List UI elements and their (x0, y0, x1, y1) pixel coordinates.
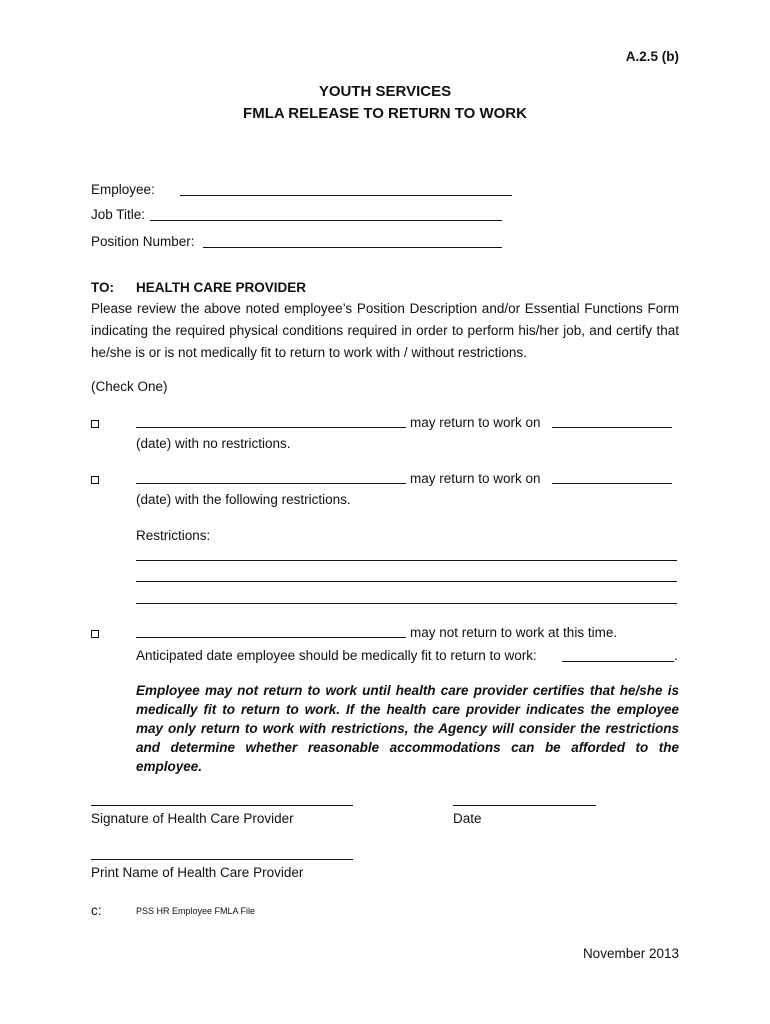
job-title-line[interactable] (150, 220, 502, 221)
print-name-line[interactable] (91, 859, 353, 860)
title-line-1: YOUTH SERVICES (318, 83, 452, 100)
position-number-line[interactable] (203, 247, 502, 248)
restrictions-line-1[interactable] (136, 560, 677, 561)
print-name-label: Print Name of Health Care Provider (91, 865, 304, 880)
option-3-checkbox[interactable] (91, 630, 99, 638)
employee-label: Employee: (91, 182, 155, 197)
form-code: A.2.5 (b) (625, 49, 679, 64)
option-3-period: . (674, 648, 678, 663)
option-3-date-line[interactable] (562, 661, 674, 662)
option-3-line2: Anticipated date employee should be medically fit to return to work: (136, 648, 537, 663)
cc-label: c: (91, 903, 102, 918)
position-number-label: Position Number: (91, 234, 195, 249)
restrictions-label: Restrictions: (136, 528, 211, 543)
option-1-line2: (date) with no restrictions. (136, 436, 291, 451)
option-1-text: may return to work on (410, 415, 541, 430)
signature-line[interactable] (91, 805, 353, 806)
option-2-date-line[interactable] (552, 483, 672, 484)
option-2-line2: (date) with the following restrictions. (136, 492, 351, 507)
employee-line[interactable] (180, 195, 512, 196)
option-3-name-line[interactable] (136, 637, 406, 638)
footer-date: November 2013 (582, 946, 679, 961)
intro-paragraph: Please review the above noted employee’s Position Description and/or Essential Functions Form indicating the required physical conditions required in order to perform his/her job, and certify that he/she is or is not medically fit to return to work with / without restrictions. (91, 301, 679, 360)
option-1-checkbox[interactable] (91, 420, 99, 428)
notice-paragraph: Employee may not return to work until health care provider certifies that he/she is medically fit to return to work. If the health care provider indicates the employee may only return to work with restrictions, the Agency will consider the restrictions and determine whether reasonable accommodations can be afforded to the employee. (136, 683, 679, 774)
cc-value: PSS HR Employee FMLA File (136, 906, 256, 916)
restrictions-line-3[interactable] (136, 603, 677, 604)
check-one-label: (Check One) (91, 379, 168, 394)
date-label: Date (453, 811, 482, 826)
option-1-name-line[interactable] (136, 427, 406, 428)
option-3-text: may not return to work at this time. (410, 625, 618, 640)
restrictions-line-2[interactable] (136, 581, 677, 582)
to-label: TO: (91, 280, 114, 295)
date-line[interactable] (453, 805, 596, 806)
option-2-text: may return to work on (410, 471, 541, 486)
signature-label: Signature of Health Care Provider (91, 811, 294, 826)
option-2-checkbox[interactable] (91, 476, 99, 484)
to-value: HEALTH CARE PROVIDER (136, 280, 307, 295)
title-line-2: FMLA RELEASE TO RETURN TO WORK (243, 105, 527, 122)
option-1-date-line[interactable] (552, 427, 672, 428)
job-title-label: Job Title: (91, 207, 146, 222)
option-2-name-line[interactable] (136, 483, 406, 484)
